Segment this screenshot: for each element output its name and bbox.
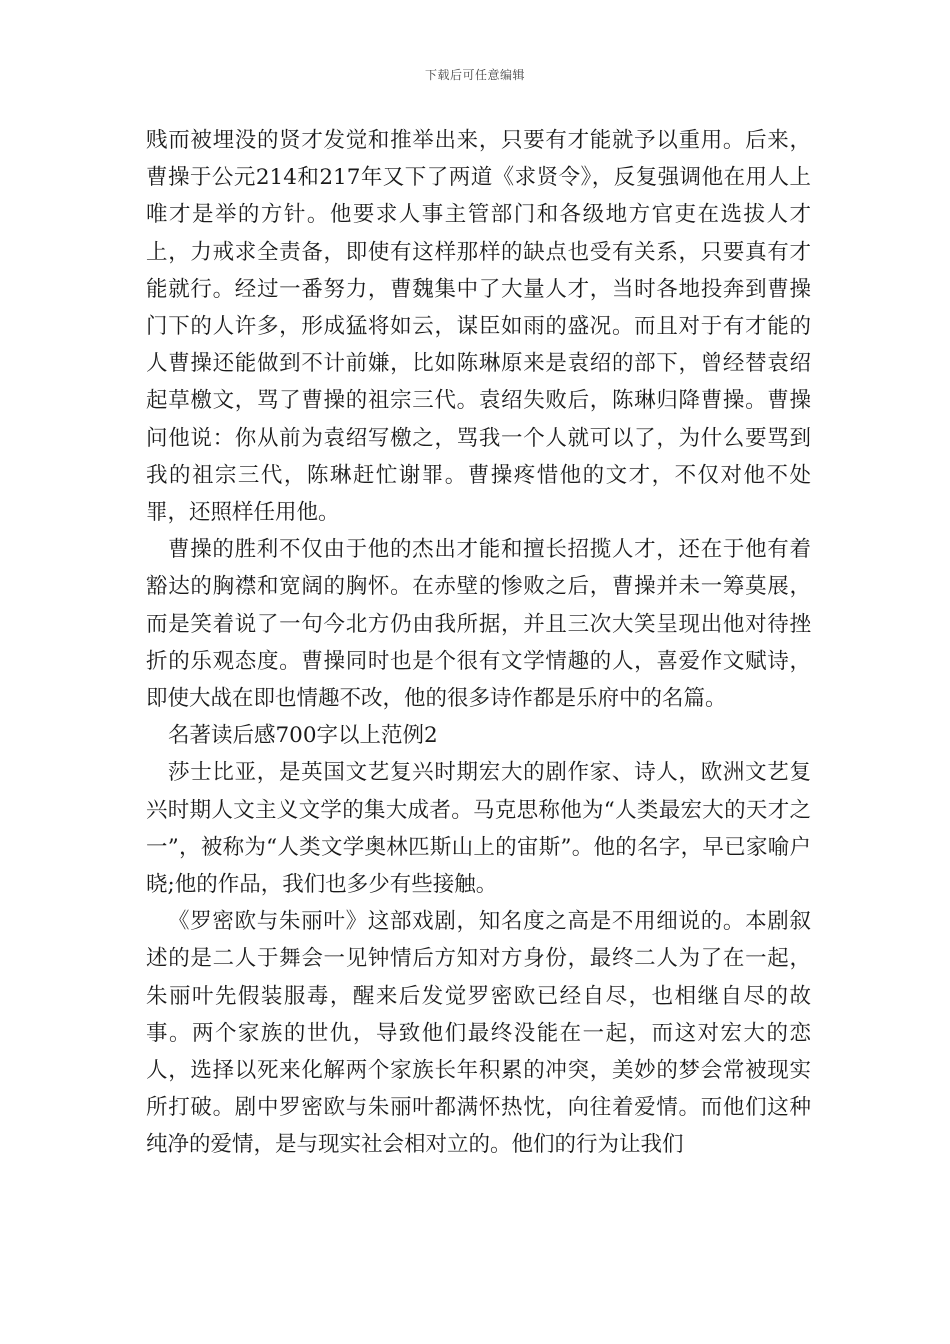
page-header: 下载后可任意编辑 <box>424 68 525 82</box>
paragraph-cao-cao-character: 曹操的胜利不仅由于他的杰出才能和擅长招揽人才，还在于他有着豁达的胸襟和宽阔的胸怀。在赤壁的惨败之后，曹操并未一筹莫展，而是笑着说了一句今北方仍由我所据，并且三次大笑呈现出他对待挫折的乐观态度。曹操同时也是个很有文学情趣的人，喜爱作文赋诗，即使大战在即也情趣不改，他的很多诗作都是乐府中的名篇。 <box>146 537 811 712</box>
document-body <box>146 122 811 1164</box>
paragraph-romeo-juliet: 《罗密欧与朱丽叶》这部戏剧，知名度之高是不用细说的。本剧叙述的是二人于舞会一见钟情后方知对方身份，最终二人为了在一起，朱丽叶先假装服毒，醒来后发觉罗密欧已经自尽，也相继自尽的故事。两个家族的世仇，导致他们最终没能在一起，而这对宏大的恋人，选择以死来化解两个家族长年积累的冲突，美妙的梦会常被现实所打破。剧中罗密欧与朱丽叶都满怀热忱，向往着爱情。而他们这种纯净的爱情，是与现实社会相对立的。他们的行为让我们 <box>146 909 811 1158</box>
paragraph-shakespeare-intro: 莎士比亚，是英国文艺复兴时期宏大的剧作家、诗人，欧洲文艺复兴时期人文主义文学的集大成者。马克思称他为“人类最宏大的天才之一”，被称为“人类文学奥林匹斯山上的宙斯”。他的名字，早已家喻户晓;他的作品，我们也多少有些接触。 <box>146 760 811 898</box>
paragraph-continuation: 贱而被埋没的贤才发觉和推举出来，只要有才能就予以重用。后来，曹操于公元214和217年又下了两道《求贤令》，反复强调他在用人上唯才是举的方针。他要求人事主管部门和各级地方官吏在选拔人才上，力戒求全责备，即使有这样那样的缺点也受有关系，只要真有才能就行。经过一番努力，曹魏集中了大量人才，当时各地投奔到曹操门下的人许多，形成猛将如云，谋臣如雨的盛况。而且对于有才能的人曹操还能做到不计前嫌，比如陈琳原来是袁绍的部下，曾经替袁绍起草檄文，骂了曹操的祖宗三代。袁绍失败后，陈琳归降曹操。曹操问他说：你从前为袁绍写檄之，骂我一个人就可以了，为什么要骂到我的祖宗三代，陈琳赶忙谢罪。曹操疼惜他的文才，不仅对他不处罪，还照样任用他。 <box>146 128 811 526</box>
section-heading: 名著读后感700字以上范例2 <box>168 723 438 749</box>
